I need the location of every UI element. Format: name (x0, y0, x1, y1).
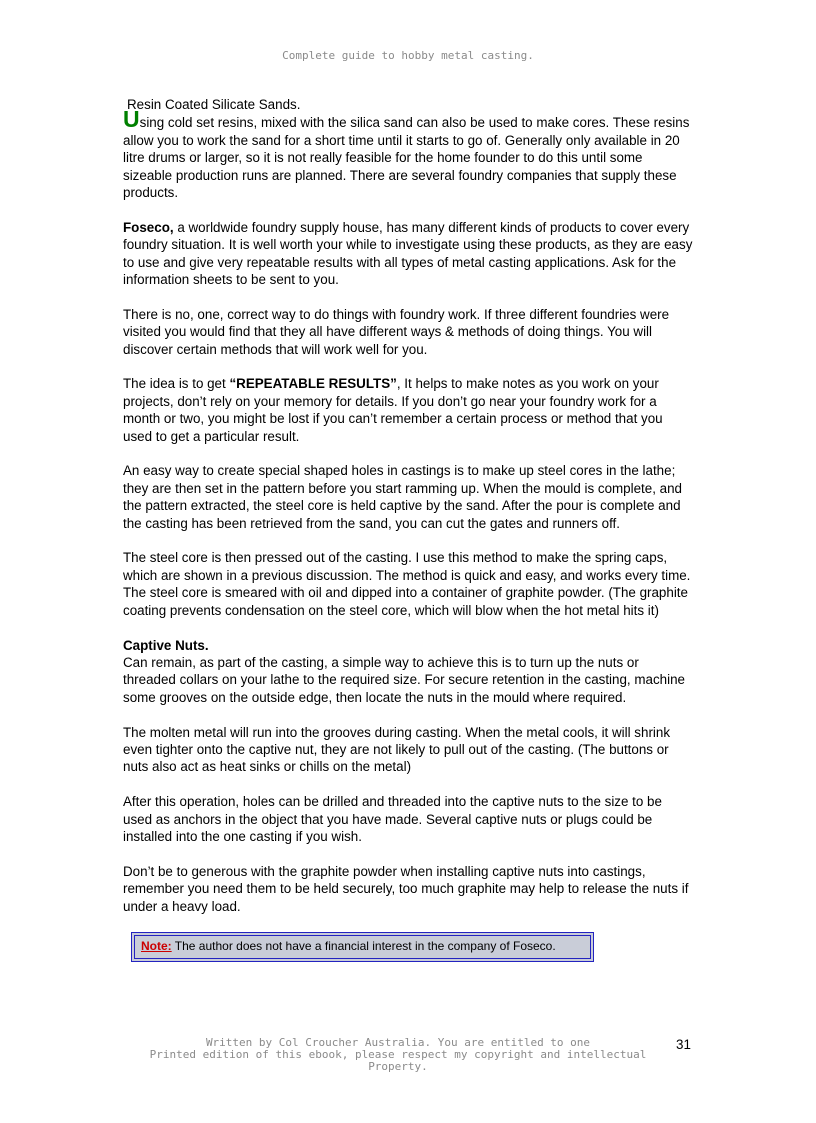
footer-line-2: Printed edition of this ebook, please respect my copyright and intellectual (149, 1048, 647, 1062)
paragraph-steel-core-pressed: The steel core is then pressed out of the casting. I use this method to make the spring caps, which are shown in a previous discussion. The method is quick and easy, and works every time. The steel core is smeared with oil and dipped into a container of graphite powder. (The graphite coating prevents condensation on the steel core, which will blow when the hot metal hits it) (123, 550, 691, 618)
paragraph-molten-metal: The molten metal will run into the grooves during casting. When the metal cools, it will shrink even tighter onto the captive nut, they are not likely to pull out of the casting. (The buttons or nuts also act as heat sinks or chills on the metal) (123, 724, 671, 775)
footer-line-3: Property. (368, 1060, 428, 1074)
footer-line-1: Written by Col Croucher Australia. You are entitled to one (205, 1036, 591, 1049)
paragraph-text: , It helps to make notes as you work on your projects, don’t rely on your memory for details. If you don’t go near your foundry work for a month or two, you might be lost if you can’t remember a certain process or method that you used to get a particular result. (123, 376, 663, 444)
note-text: The author does not have a financial interest in the company of Foseco. (171, 939, 556, 954)
foseco-bold-text: Foseco, (123, 219, 174, 235)
dropcap-letter: U (123, 106, 140, 133)
paragraph-foseco (123, 219, 693, 289)
section-title: Resin Coated Silicate Sands. (127, 97, 301, 112)
paragraph-repeatable-results (123, 375, 693, 445)
paragraph-captive-nuts: Can remain, as part of the casting, a simple way to achieve this is to turn up the nuts or threaded collars on your lathe to the required size. For secure retention in the casting, machine some grooves on the outside edge, then locate the nuts in the mould where required. (123, 654, 685, 705)
page-number: 31 (676, 1037, 691, 1052)
page-header: Complete guide to hobby metal casting. (282, 49, 534, 62)
paragraph-drilled-threaded: After this operation, holes can be drilled and threaded into the captive nuts to the size to be used as anchors in the object that you have made. Several captive nuts or plugs could be installed into the one casting if you wish. (123, 794, 662, 844)
paragraph-text: The idea is to get (123, 376, 230, 392)
paragraph-text: a worldwide foundry supply house, has many different kinds of products to cover every foundry situation. It is well worth your while to investigate using these products, as they are easy to use and give very repeatable results with all types of metal casting applications. Ask for the information sheets to be sent to you. (123, 219, 693, 288)
captive-nuts-heading: Captive Nuts. (123, 637, 209, 653)
note-box (131, 932, 594, 962)
paragraph-no-one-way: There is no, one, correct way to do things with foundry work. If three different foundries were visited you would find that they all have different ways & methods of doing things. You will discover certain methods that will work well for you. (123, 306, 670, 357)
note-label: Note: (141, 939, 172, 954)
paragraph-graphite-warning: Don’t be to generous with the graphite powder when installing captive nuts into castings, remember you need them to be held securely, too much graphite may help to release the nuts if under a heavy load. (123, 863, 689, 914)
repeatable-results-bold-text: “REPEATABLE RESULTS” (229, 376, 397, 392)
paragraph-text: sing cold set resins, mixed with the silica sand can also be used to make cores. These resins allow you to work the sand for a short time until it starts to go of. Generally only available in 20 litre drums or larger, so it is not really feasible for the home founder to do this until some sizeable production runs are planned. There are several foundry companies that supply these products. (123, 115, 690, 201)
page-footer (113, 1037, 683, 1074)
page-content (123, 96, 693, 962)
paragraph-resins (123, 106, 693, 201)
paragraph-steel-cores: An easy way to create special shaped holes in castings is to make up steel cores in the lathe; they are then set in the pattern before you start ramming up. When the mould is complete, and the pattern extracted, the steel core is held captive by the sand. After the pour is complete and the casting has been retrieved from the sand, you can cut the gates and runners off. (123, 463, 682, 531)
